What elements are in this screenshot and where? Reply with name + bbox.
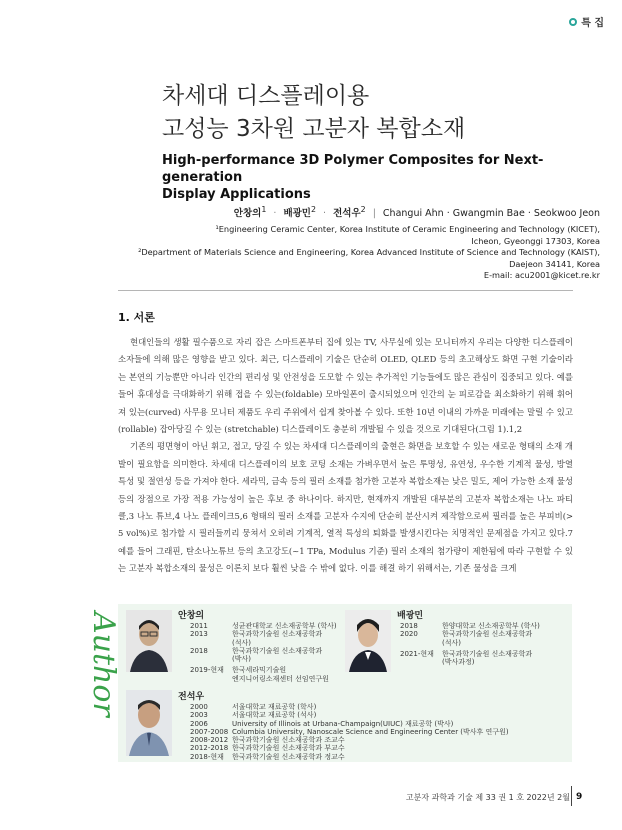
english-title xyxy=(162,152,582,203)
author-1-cv xyxy=(190,622,340,683)
author-2-photo xyxy=(345,610,391,672)
author-1-photo xyxy=(126,610,172,672)
email: E-mail: acu2001@kicet.re.kr xyxy=(483,270,600,280)
cv-row: 2003 서울대학교 재료공학 (석사) xyxy=(190,711,317,720)
journal-footer: 고분자 과학과 기술 제 33 권 1 호 2022년 2월 xyxy=(405,793,570,802)
korean-title-line-1: 차세대 디스플레이용 xyxy=(162,83,370,109)
author-vertical-label xyxy=(86,612,121,762)
author-3-photo xyxy=(126,690,172,756)
paragraph-2: 기존의 평면형이 아닌 휘고, 접고, 당길 수 있는 차세대 디스플레이의 출현은 화면을 보호할 수 있는 새로운 형태의 소재 개발이 필요함을 의미한다. 차세대 디스플레이의 보호 코팅 소재는 가벼우면서 높은 투명성, 유연성, 우수한 기계적 물성, 방열 특성 및 절연성 등을 가져야 한다. 세라믹, 금속 등의 필러 소재를 첨가한 고분자 복합소재는 낮은 밀도, 제어 가능한 소재 물성 등의 장점으로 가장 적용 가능성이 높은 후보 중 하나이다. 하지만, 현재까지 개발된 대부분의 고분자 복합소재는 나노 파티클,3 나노 튜브,4 나노 플레이크5,6 형태의 필러 소재를 고분자 수지에 단순히 분산시켜 제작함으로써 필러를 높은 부피비(> 5 vol%)로 첨가할 시 필러들끼리 뭉쳐서 오히려 기계적, 열적 특성의 퇴화를 발생시킨다는 치명적인 문제점을 가지고 있다.7 예를 들어 그래핀, 탄소나노튜브 등의 초고강도(~1 TPa, Modulus 기준) 필러 소재의 첨가량이 제한됨에 따라 구현할 수 있는 고분자 복합소재의 물성은 이론치 보다 훨씬 낮을 수 밖에 없다. 이를 해결 하기 위해서는, 기존 물성을 크게 xyxy=(118,441,573,574)
authors-english: Changui Ahn · Gwangmin Bae · Seokwoo Jeon xyxy=(382,208,600,220)
author-2-avatar-icon xyxy=(345,610,391,672)
author-label-text: Author xyxy=(86,612,121,717)
affiliation-1-line-1: ¹Engineering Ceramic Center, Korea Institute of Ceramic Engineering and Technology (KICET), xyxy=(215,224,600,234)
cv-row: 2018 한국과학기술원 신소재공학과 xyxy=(190,646,323,655)
section-tag-label: 특 집 xyxy=(581,18,604,29)
cv-row: (박사) xyxy=(232,655,251,664)
cv-row: 2018 한양대학교 신소재공학부 (학사) xyxy=(400,622,540,630)
affiliation-1-line-2: Icheon, Gyeonggi 17303, Korea xyxy=(471,235,600,246)
author-3-sup: 2 xyxy=(360,205,366,214)
cv-row: 2019-현재 한국세라믹기술원 xyxy=(190,666,287,675)
author-2-cv xyxy=(400,622,568,666)
cv-row: 2006 University of Illinois at Urbana-Champaign(UIUC) 재료공학 (박사) xyxy=(190,719,454,728)
cv-row: 2021-현재 한국과학기술원 신소재공학과 xyxy=(400,649,533,658)
korean-title xyxy=(162,80,465,146)
cv-row: 2007-2008 Columbia University, Nanoscale Science and Engineering Center (박사후 연구원) xyxy=(190,727,509,736)
cv-row: (석사) xyxy=(442,638,461,647)
author-line: 안창의$^1$ · 배광민$^2$ · 전석우$^2$ | Changui Ahn · Gwangmin Bae · Seokwoo Jeon xyxy=(233,205,600,220)
affiliations xyxy=(138,224,600,282)
affiliation-2-line-1: ²Department of Materials Science and Engineering, Korea Advanced Institute of Science and Technology (KAIST), xyxy=(138,247,600,257)
cv-row: 엔지니어링소재센터 선임연구원 xyxy=(232,674,329,683)
footer-divider xyxy=(571,786,572,806)
paragraph-1: 현대인들의 생활 필수품으로 자리 잡은 스마트폰부터 집에 있는 TV, 사무실에 있는 모니터까지 우리는 다양한 디스플레이 소자들에 의해 많은 영향을 받고 있다. 최근, 디스플레이 기술은 단순히 OLED, QLED 등의 초고해상도 화면 구현 기술이라는 본연의 기능뿐만 아니라 인간의 편리성 및 안전성을 도모할 수 있는 추가적인 기능들에도 많은 관심이 집중되고 있다. 예를 들어 휴대성을 극대화하기 위해 접을 수 있는(foldable) 모바일폰이 출시되었으며 인간의 눈 피로감을 최소화하기 위해 휘어져 있는(curved) 사무용 모니터 제품도 우리 주위에서 쉽게 찾아볼 수 있다. 또한 10년 이내의 가까운 미래에는 말릴 수 있고(rollable) 잡아당길 수 있는 (stretchable) 디스플레이도 충분히 개발될 수 있을 것으로 기대된다(그림 1).1,2 xyxy=(118,337,573,435)
author-1-sup: 1 xyxy=(261,205,267,214)
cv-row: (박사과정) xyxy=(442,658,475,667)
author-3-avatar-icon xyxy=(126,690,172,756)
body-text xyxy=(118,334,573,578)
author-1-name: 안창의 xyxy=(233,208,262,220)
author-3-name-label: 전석우 xyxy=(178,692,205,702)
cv-row: 2011 성균관대학교 신소재공학부 (학사) xyxy=(190,622,337,630)
author-3-cv xyxy=(190,703,570,761)
affiliation-2-line-2: Daejeon 34141, Korea xyxy=(509,258,600,269)
section-dot-icon xyxy=(569,18,577,26)
cv-row: 2018-현재 한국과학기술원 신소재공학과 정교수 xyxy=(190,752,345,761)
author-1-name-label: 안창의 xyxy=(178,611,205,621)
page-number: 9 xyxy=(576,792,583,802)
header-divider xyxy=(118,290,573,291)
author-2-name: 배광민 xyxy=(283,208,311,220)
author-1-avatar-icon xyxy=(126,610,172,672)
author-2-sup: 2 xyxy=(310,205,316,214)
english-title-line-2: Display Applications xyxy=(162,187,311,202)
cv-row: 2008-2012 한국과학기술원 신소재공학과 조교수 xyxy=(190,736,345,745)
author-2-name-label: 배광민 xyxy=(397,611,424,621)
author-3-name: 전석우 xyxy=(333,208,361,220)
section-heading: 1. 서론 xyxy=(118,311,155,324)
cv-row: (석사) xyxy=(232,638,251,647)
cv-row: 2013 한국과학기술원 신소재공학과 xyxy=(190,630,323,639)
cv-row: 2012-2018 한국과학기술원 신소재공학과 부교수 xyxy=(190,744,345,753)
cv-row: 2000 서울대학교 재료공학 (학사) xyxy=(190,703,317,711)
english-title-line-1: High-performance 3D Polymer Composites for Next-generation xyxy=(162,153,544,185)
korean-title-line-2: 고성능 3차원 고분자 복합소재 xyxy=(162,116,466,142)
cv-row: 2020 한국과학기술원 신소재공학과 xyxy=(400,630,533,639)
section-tag xyxy=(569,14,604,29)
